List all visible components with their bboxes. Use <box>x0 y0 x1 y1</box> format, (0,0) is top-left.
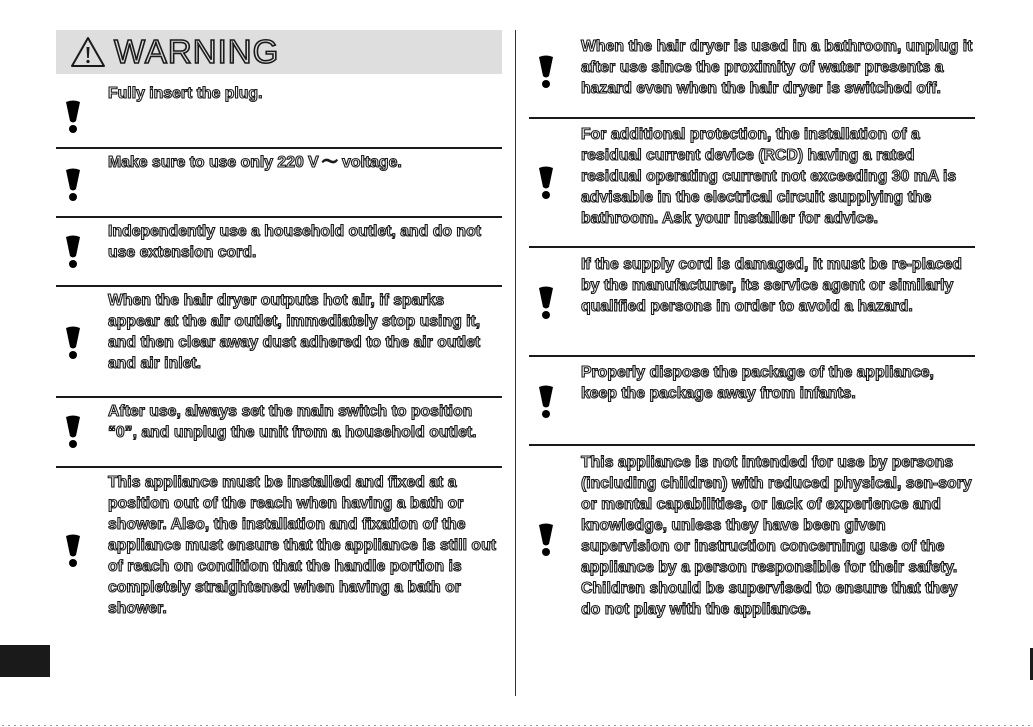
warning-text: This appliance must be installed and fixed at a position out of the reach when having a bath or shower. Also, the installation and fixation of the appliance must ensure that the appliance is still out of reach on condition that the handle portion is completely straightened when having a bath or shower. <box>108 474 496 617</box>
warning-header <box>56 30 502 74</box>
exclamation-mark-icon <box>62 326 84 360</box>
warning-text: Properly dispose the package of the appliance, keep the package away from infants. <box>581 364 934 402</box>
warning-text: When the hair dryer is used in a bathroom, unplug it after use since the proximity of water presents a hazard even when the hair dryer is switched off. <box>581 38 973 97</box>
warning-text: This appliance is not intended for use by persons (including children) with reduced physical, sen-sory or mental capabilities, or lack of experience and knowledge, unless they have been given supervision or instruction concerning use of the appliance by a person responsible for their safety. Children should be supervised to ensure that they do not play with the appliance. <box>581 454 972 618</box>
divider <box>529 246 975 248</box>
warning-text: Make sure to use only 220 V 〜 voltage. <box>108 154 402 171</box>
divider <box>56 285 502 287</box>
exclamation-mark-icon <box>62 534 84 568</box>
warning-text: If the supply cord is damaged, it must be re-placed by the manufacturer, its service agent or similarly qualified persons in order to avoid a hazard. <box>581 256 962 315</box>
warning-triangle-icon <box>70 36 106 68</box>
divider <box>56 466 502 468</box>
exclamation-mark-icon <box>62 235 84 269</box>
exclamation-mark-icon <box>535 385 557 419</box>
exclamation-mark-icon <box>535 166 557 200</box>
exclamation-mark-icon <box>535 55 557 89</box>
exclamation-mark-icon <box>62 100 84 134</box>
exclamation-mark-icon <box>535 286 557 320</box>
divider <box>529 444 975 446</box>
warning-text: After use, always set the main switch to position “0”, and unplug the unit from a household outlet. <box>108 403 477 441</box>
exclamation-mark-icon <box>62 415 84 449</box>
warning-text: Independently use a household outlet, and do not use extension cord. <box>108 223 481 261</box>
page-edge-tab <box>0 645 50 677</box>
exclamation-mark-icon <box>535 523 557 557</box>
divider <box>56 216 502 218</box>
exclamation-mark-icon <box>62 168 84 202</box>
divider <box>56 147 502 149</box>
warning-text: When the hair dryer outputs hot air, if sparks appear at the air outlet, immediately stop using it, and then clear away dust adhered to the air outlet and air inlet. <box>108 292 481 372</box>
column-divider <box>515 30 516 696</box>
divider <box>56 396 502 398</box>
warning-text: Fully insert the plug. <box>108 85 263 102</box>
divider <box>529 355 975 357</box>
warning-title: WARNING <box>114 33 280 70</box>
warning-text: For additional protection, the installation of a residual current device (RCD) having a rated residual operating current not exceeding 30 mA is advisable in the electrical circuit supplying the bathroom. Ask your installer for advice. <box>581 126 957 227</box>
divider <box>529 117 975 119</box>
